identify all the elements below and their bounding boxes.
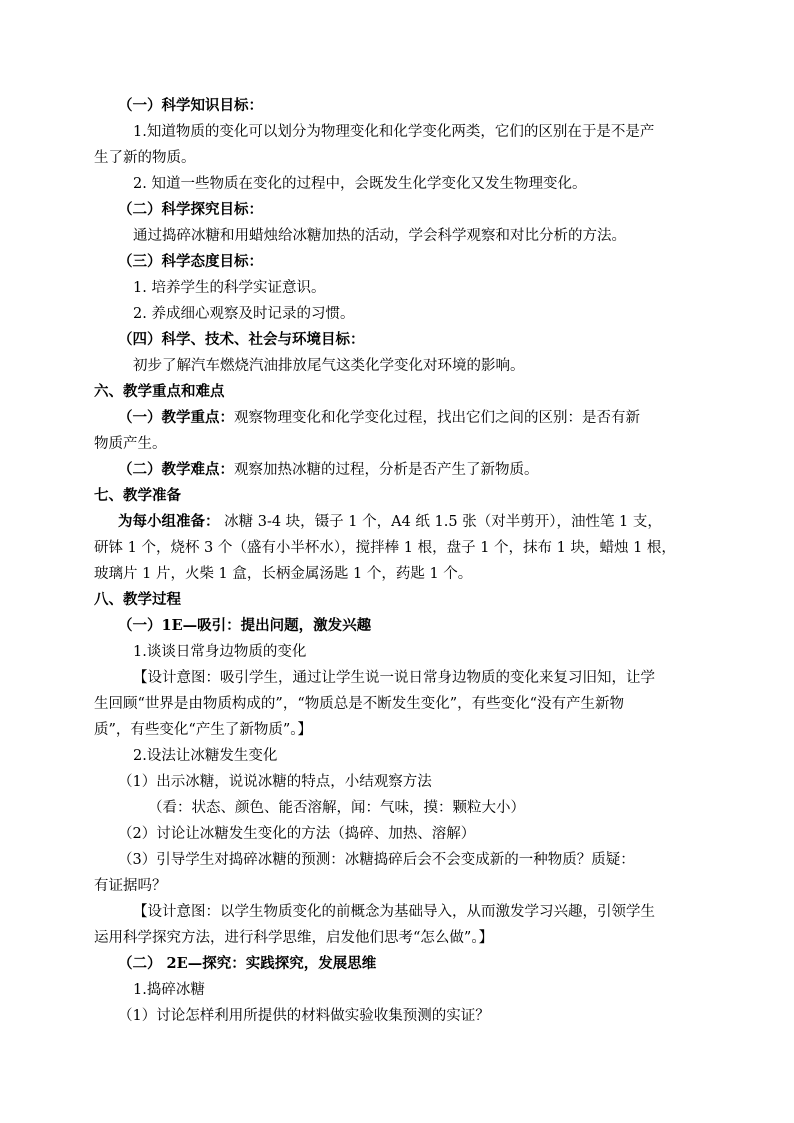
- paragraph-line: （2）讨论让冰糖发生变化的方法（捣碎、加热、溶解）: [118, 826, 476, 842]
- paragraph-line: 初步了解汽车燃烧汽油排放尾气这类化学变化对环境的影响。: [133, 358, 525, 374]
- inline-text: 观察加热冰糖的过程，分析是否产生了新物质。: [234, 462, 539, 478]
- paragraph-line: （1）讨论怎样利用所提供的材料做实验收集预测的实证？: [118, 1008, 490, 1024]
- section-heading: （一）1E—吸引：提出问题，激发兴趣: [118, 617, 372, 634]
- paragraph-line: 2.设法让冰糖发生变化: [133, 748, 278, 764]
- paragraph-line: 1.捣碎冰糖: [133, 982, 205, 998]
- paragraph-line: 质”，有些变化“产生了新物质”。】: [94, 722, 312, 738]
- paragraph-line: 1.知道物质的变化可以划分为物理变化和化学变化两类，它们的区别在于是不是产: [133, 124, 655, 140]
- paragraph-line: 生了新的物质。: [94, 150, 196, 166]
- paragraph-line: 通过捣碎冰糖和用蜡烛给冰糖加热的活动，学会科学观察和对比分析的方法。: [133, 228, 626, 244]
- paragraph-line: 1.谈谈日常身边物质的变化: [133, 644, 307, 660]
- paragraph-line: 【设计意图：吸引学生，通过让学生说一说日常身边物质的变化来复习旧知，让学: [133, 670, 655, 686]
- paragraph-line: 1. 培养学生的科学实证意识。: [133, 280, 326, 296]
- chapter-heading: 八、教学过程: [94, 591, 181, 608]
- section-heading: （四）科学、技术、社会与环境目标：: [118, 331, 365, 348]
- inline-heading: （一）教学重点：: [118, 409, 234, 426]
- section-heading: （二） 2E—探究：实践探究，发展思维: [118, 955, 377, 972]
- paragraph-line: 玻璃片 1 片，火柴 1 盒，长柄金属汤匙 1 个，药匙 1 个。: [94, 566, 473, 582]
- section-heading: （三）科学态度目标：: [118, 253, 263, 270]
- paragraph-line: 生回顾“世界是由物质构成的”，“物质总是不断发生变化”，有些变化“没有产生新物: [94, 696, 625, 712]
- paragraph-line: 物质产生。: [94, 436, 167, 452]
- chapter-heading: 六、教学重点和难点: [94, 383, 225, 400]
- paragraph-line: [118, 457, 718, 483]
- paragraph-line: （3）引导学生对捣碎冰糖的预测：冰糖捣碎后会不会变成新的一种物质？质疑：: [118, 852, 635, 868]
- paragraph-line: 【设计意图：以学生物质变化的前概念为基础导入，从而激发学习兴趣，引领学生: [133, 904, 655, 920]
- chapter-heading: 七、教学准备: [94, 487, 181, 504]
- paragraph-line: [118, 509, 718, 535]
- section-heading: （一）科学知识目标：: [118, 97, 263, 114]
- paragraph-line: 运用科学探究方法，进行科学思维，启发他们思考“怎么做”。】: [94, 930, 494, 946]
- paragraph-line: 研钵 1 个，烧杯 3 个（盛有小半杯水），搅拌棒 1 根，盘子 1 个，抹布 1 块，蜡烛 1 根，: [94, 540, 676, 556]
- paragraph-line: （看：状态、颜色、能否溶解，闻：气味，摸：颗粒大小）: [148, 800, 525, 816]
- paragraph-line: [118, 405, 718, 431]
- paragraph-line: （1）出示冰糖，说说冰糖的特点，小结观察方法: [118, 774, 432, 790]
- paragraph-line: 有证据吗？: [94, 878, 167, 894]
- inline-text: 冰糖 3-4 块，镊子 1 个，A4 纸 1.5 张（对半剪开），油性笔 1 支，: [219, 514, 662, 530]
- inline-heading: 为每小组准备：: [118, 513, 220, 530]
- paragraph-line: 2. 养成细心观察及时记录的习惯。: [133, 306, 355, 322]
- inline-text: 观察物理变化和化学变化过程，找出它们之间的区别：是否有新: [234, 410, 640, 426]
- inline-heading: （二）教学难点：: [118, 461, 234, 478]
- section-heading: （二）科学探究目标：: [118, 201, 263, 218]
- paragraph-line: 2. 知道一些物质在变化的过程中，会既发生化学变化又发生物理变化。: [133, 176, 587, 192]
